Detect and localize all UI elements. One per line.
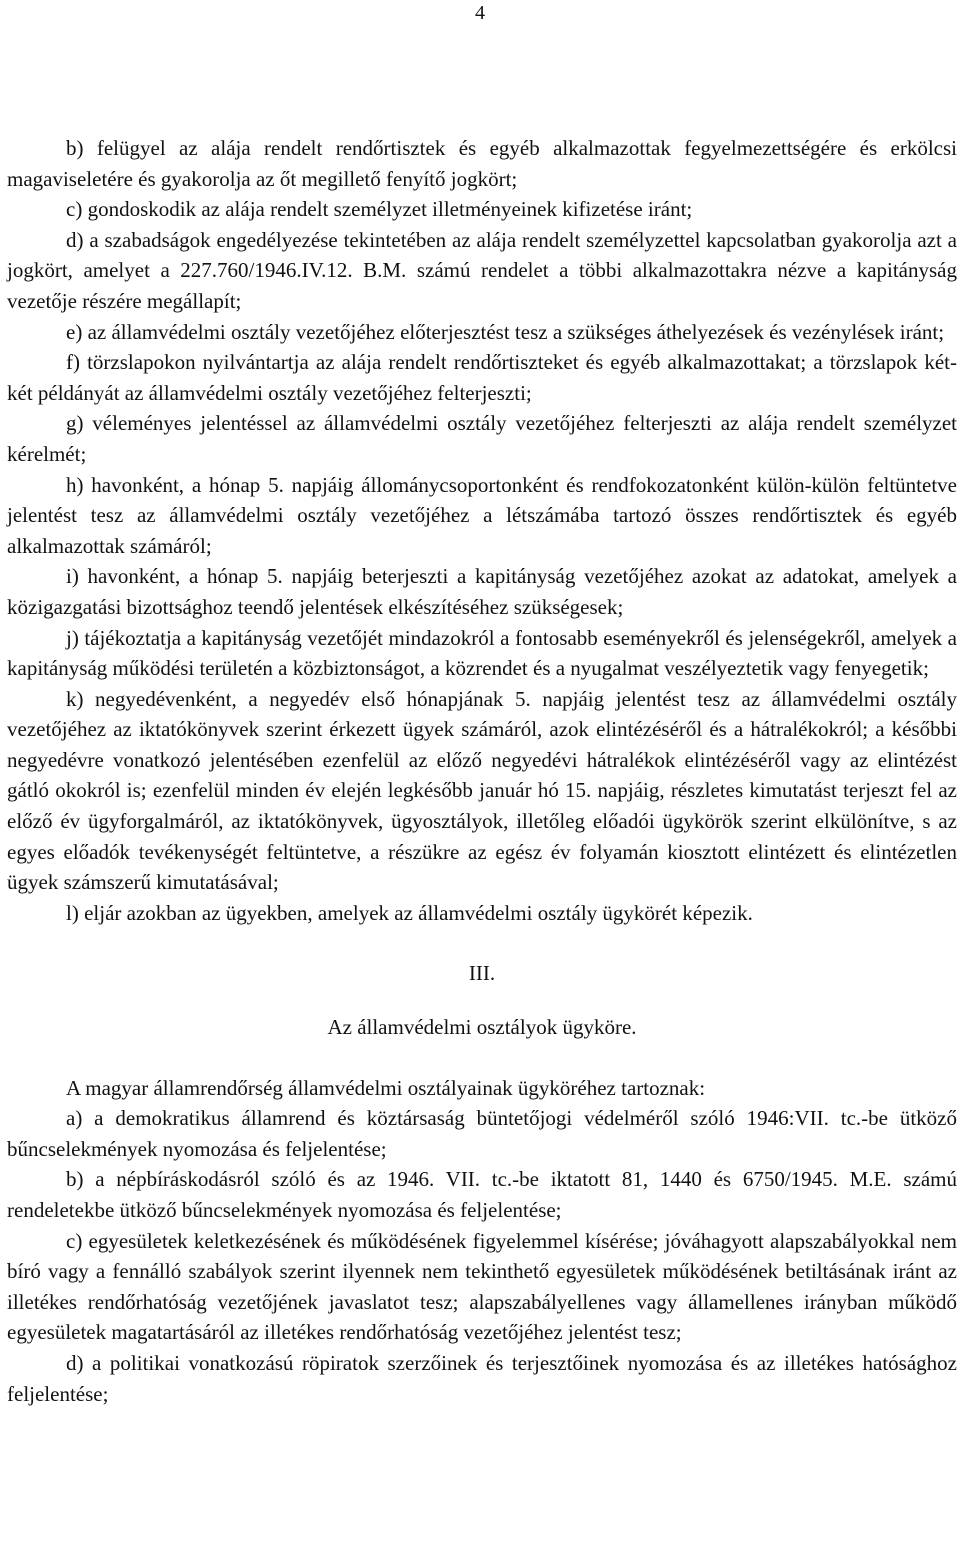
- section-item-d: d) a politikai vonatkozású röpiratok szerzőinek és terjesztőinek nyomozása és az illetékes hatósághoz feljelentése;: [7, 1350, 957, 1406]
- list-item-c: c) gondoskodik az alája rendelt személyzet illetményeinek kifizetése iránt;: [66, 197, 693, 222]
- section-item-a: a) a demokratikus államrend és köztársaság büntetőjogi védelméről szóló 1946:VII. tc.-be ütköző bűncselekmények nyomozása és feljelentése;: [7, 1106, 957, 1161]
- section-item-c: c) egyesületek keletkezésének és működésének figyelemmel kísérése; jóváhagyott alapszabályokkal nem bíró vagy a fennálló szabályok szerint ilyennek nem tekinthető egyesületek működésének betiltásának iránt az illetékes rendőrhatóság vezetőjének javaslatot tesz; alapszabályellenes vagy államellenes irányban működő egyesületek magatartásáról az illetékes rendőrhatóság vezetőjéhez jelentést tesz;: [7, 1228, 957, 1345]
- list-item-k: k) negyedévenként, a negyedév első hónapjának 5. napjáig jelentést tesz az államvédelmi osztály vezetőjéhez az iktatókönyvek szerint érkezett ügyek számáról, azok elintézéséről és a hátralékokról; a későbbi negyedévre vonatkozó jelentésében ezenfelül az előző negyedévi hátralékok elintézéséről vagy az elintézést gátló okokról is; ezenfelül minden év elején legkésőbb január hó 15. napjáig, részletes kimutatást terjeszt fel az előző év ügyforgalmáról, az iktatókönyvek, ügyosztályok, illetőleg előadói ügykörök szerint elkülönítve, s az egyes előadók tevékenységét feltüntetve, a részükre az egész év folyamán kiosztott elintézett és elintézetlen ügyek számszerű kimutatásával;: [7, 686, 957, 895]
- section-number: III.: [468, 961, 496, 986]
- document-body: [7, 133, 957, 1409]
- list-item-j: j) tájékoztatja a kapitányság vezetőjét mindazokról a fontosabb eseményekről és jelenségekről, amelyek a kapitányság működési területén a közbiztonságot, a közrendet és a nyugalmat veszélyeztetik vagy fenyegetik;: [7, 625, 957, 681]
- list-item-g: g) véleményes jelentéssel az államvédelmi osztály vezetőjéhez felterjeszti az alája rendelt személyzet kérelmét;: [7, 411, 957, 466]
- list-item-h: h) havonként, a hónap 5. napjáig állománycsoportonként és rendfokozatonként külön-külön feltüntetve jelentést tesz az államvédelmi osztály vezetőjéhez a létszámába tartozó összes rendőrtisztek és egyéb alkalmazottak számáról;: [7, 472, 957, 558]
- list-item-l: l) eljár azokban az ügyekben, amelyek az államvédelmi osztály ügykörét képezik.: [66, 900, 753, 925]
- list-item-d: d) a szabadságok engedélyezése tekintetében az alája rendelt személyzettel kapcsolatban gyakorolja azt a jogkört, amelyet a 227.760/1946.IV.12. B.M. számú rendelet a többi alkalmazottakra nézve a kapitányság vezetője részére megállapít;: [7, 227, 957, 313]
- list-item-f: f) törzslapokon nyilvántartja az alája rendelt rendőrtiszteket és egyéb alkalmazottakat; a törzslapok két-két példányát az államvédelmi osztály vezetőjéhez felterjeszti;: [7, 350, 957, 405]
- list-item-b: b) felügyel az alája rendelt rendőrtisztek és egyéb alkalmazottak fegyelmezettségére és erkölcsi magaviseletére és gyakorolja az őt megillető fenyítő jogkört;: [7, 136, 957, 191]
- section-intro: A magyar államrendőrség államvédelmi osztályainak ügyköréhez tartoznak:: [66, 1075, 706, 1100]
- section-title: Az államvédelmi osztályok ügyköre.: [327, 1015, 637, 1040]
- section-item-b: b) a népbíráskodásról szóló és az 1946. VII. tc.-be iktatott 81, 1440 és 6750/1945. M.E. számú rendeletekbe ütköző bűncselekmények nyomozása és feljelentése;: [7, 1167, 957, 1222]
- list-item-i: i) havonként, a hónap 5. napjáig beterjeszti a kapitányság vezetőjéhez azokat az adatokat, amelyek a közigazgatási bizottsághoz teendő jelentések elkészítéséhez szükségesek;: [7, 564, 957, 619]
- page-number: 4: [475, 2, 485, 24]
- list-item-e: e) az államvédelmi osztály vezetőjéhez előterjesztést tesz a szükséges áthelyezések és vezénylések iránt;: [66, 319, 945, 344]
